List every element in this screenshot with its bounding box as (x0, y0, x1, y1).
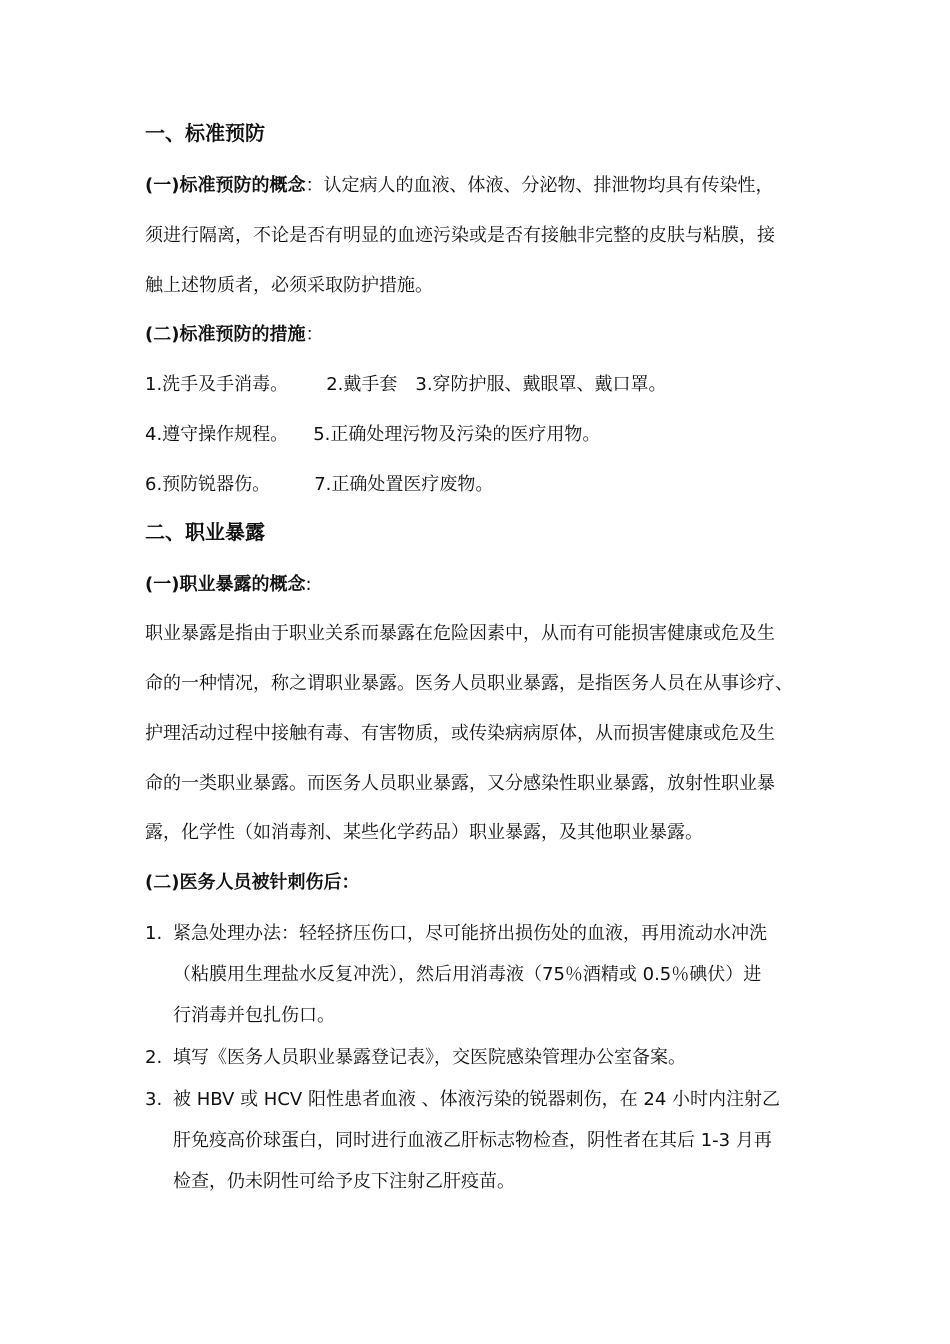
item-3-line-3: 检查，仍未阴性可给予皮下注射乙肝疫苗。 (173, 1171, 515, 1192)
concept-1-line-1 (145, 174, 773, 198)
item-1-number: 1. (145, 923, 163, 944)
concept-2-line-2: 命的一种情况，称之谓职业暴露。医务人员职业暴露，是指医务人员在从事诊疗、 (145, 673, 793, 694)
measure-2: 2.戴手套 (326, 374, 398, 395)
item-3-number: 3. (145, 1089, 163, 1110)
measure-4: 4.遵守操作规程。 (145, 424, 289, 445)
measures-row-3 (145, 473, 493, 497)
item-1-line-1: 紧急处理办法：轻轻挤压伤口，尽可能挤出损伤处的血液，再用流动水冲洗 (173, 923, 767, 944)
measures-heading-line (145, 323, 323, 347)
measure-6: 6.预防锐器伤。 (145, 474, 271, 495)
measures-colon: ： (305, 324, 324, 345)
concept-2-colon: : (305, 574, 312, 595)
measures-row-2 (145, 423, 600, 447)
section-1-title: 一、标准预防 (145, 121, 265, 145)
measure-1: 1.洗手及手消毒。 (145, 374, 289, 395)
item-1-line-2: （粘膜用生理盐水反复冲洗），然后用消毒液（75％酒精或 0.5％碘伏）进 (173, 964, 762, 985)
injury-heading: (二)医务人员被针刺伤后： (145, 872, 360, 893)
measure-3: 3.穿防护服、戴眼罩、戴口罩。 (415, 374, 667, 395)
measures-heading: (二)标准预防的措施 (145, 324, 306, 345)
item-2-number: 2. (145, 1047, 163, 1068)
concept-1-text: ：认定病人的血液、体液、分泌物、排泄物均具有传染性， (305, 175, 774, 196)
section-2-title: 二、职业暴露 (145, 520, 265, 544)
concept-1-line-2: 须进行隔离，不论是否有明显的血迹污染或是否有接触非完整的皮肤与粘膜，接 (145, 225, 775, 246)
concept-1-heading: (一)标准预防的概念 (145, 175, 306, 196)
concept-2-heading-line (145, 573, 312, 597)
concept-1-line-3: 触上述物质者，必须采取防护措施。 (145, 275, 433, 296)
item-1-line-3: 行消毒并包扎伤口。 (173, 1005, 335, 1026)
item-3-line-1: 被 HBV 或 HCV 阳性患者血液 、体液污染的锐器刺伤，在 24 小时内注射乙 (173, 1089, 781, 1110)
measures-row-1 (145, 373, 667, 397)
concept-2-line-3: 护理活动过程中接触有毒、有害物质，或传染病病原体，从而损害健康或危及生 (145, 723, 775, 744)
concept-2-heading: (一)职业暴露的概念 (145, 574, 306, 595)
concept-2-line-4: 命的一类职业暴露。而医务人员职业暴露，又分感染性职业暴露，放射性职业暴 (145, 773, 775, 794)
concept-2-line-5: 露，化学性（如消毒剂、某些化学药品）职业暴露，及其他职业暴露。 (145, 822, 703, 843)
item-2-line-1: 填写《医务人员职业暴露登记表》，交医院感染管理办公室备案。 (173, 1047, 686, 1068)
measure-7: 7.正确处置医疗废物。 (314, 474, 494, 495)
measure-5: 5.正确处理污物及污染的医疗用物。 (313, 424, 601, 445)
concept-2-line-1: 职业暴露是指由于职业关系而暴露在危险因素中，从而有可能损害健康或危及生 (145, 623, 775, 644)
item-3-line-2: 肝免疫高价球蛋白，同时进行血液乙肝标志物检查，阴性者在其后 1-3 月再 (173, 1130, 772, 1151)
